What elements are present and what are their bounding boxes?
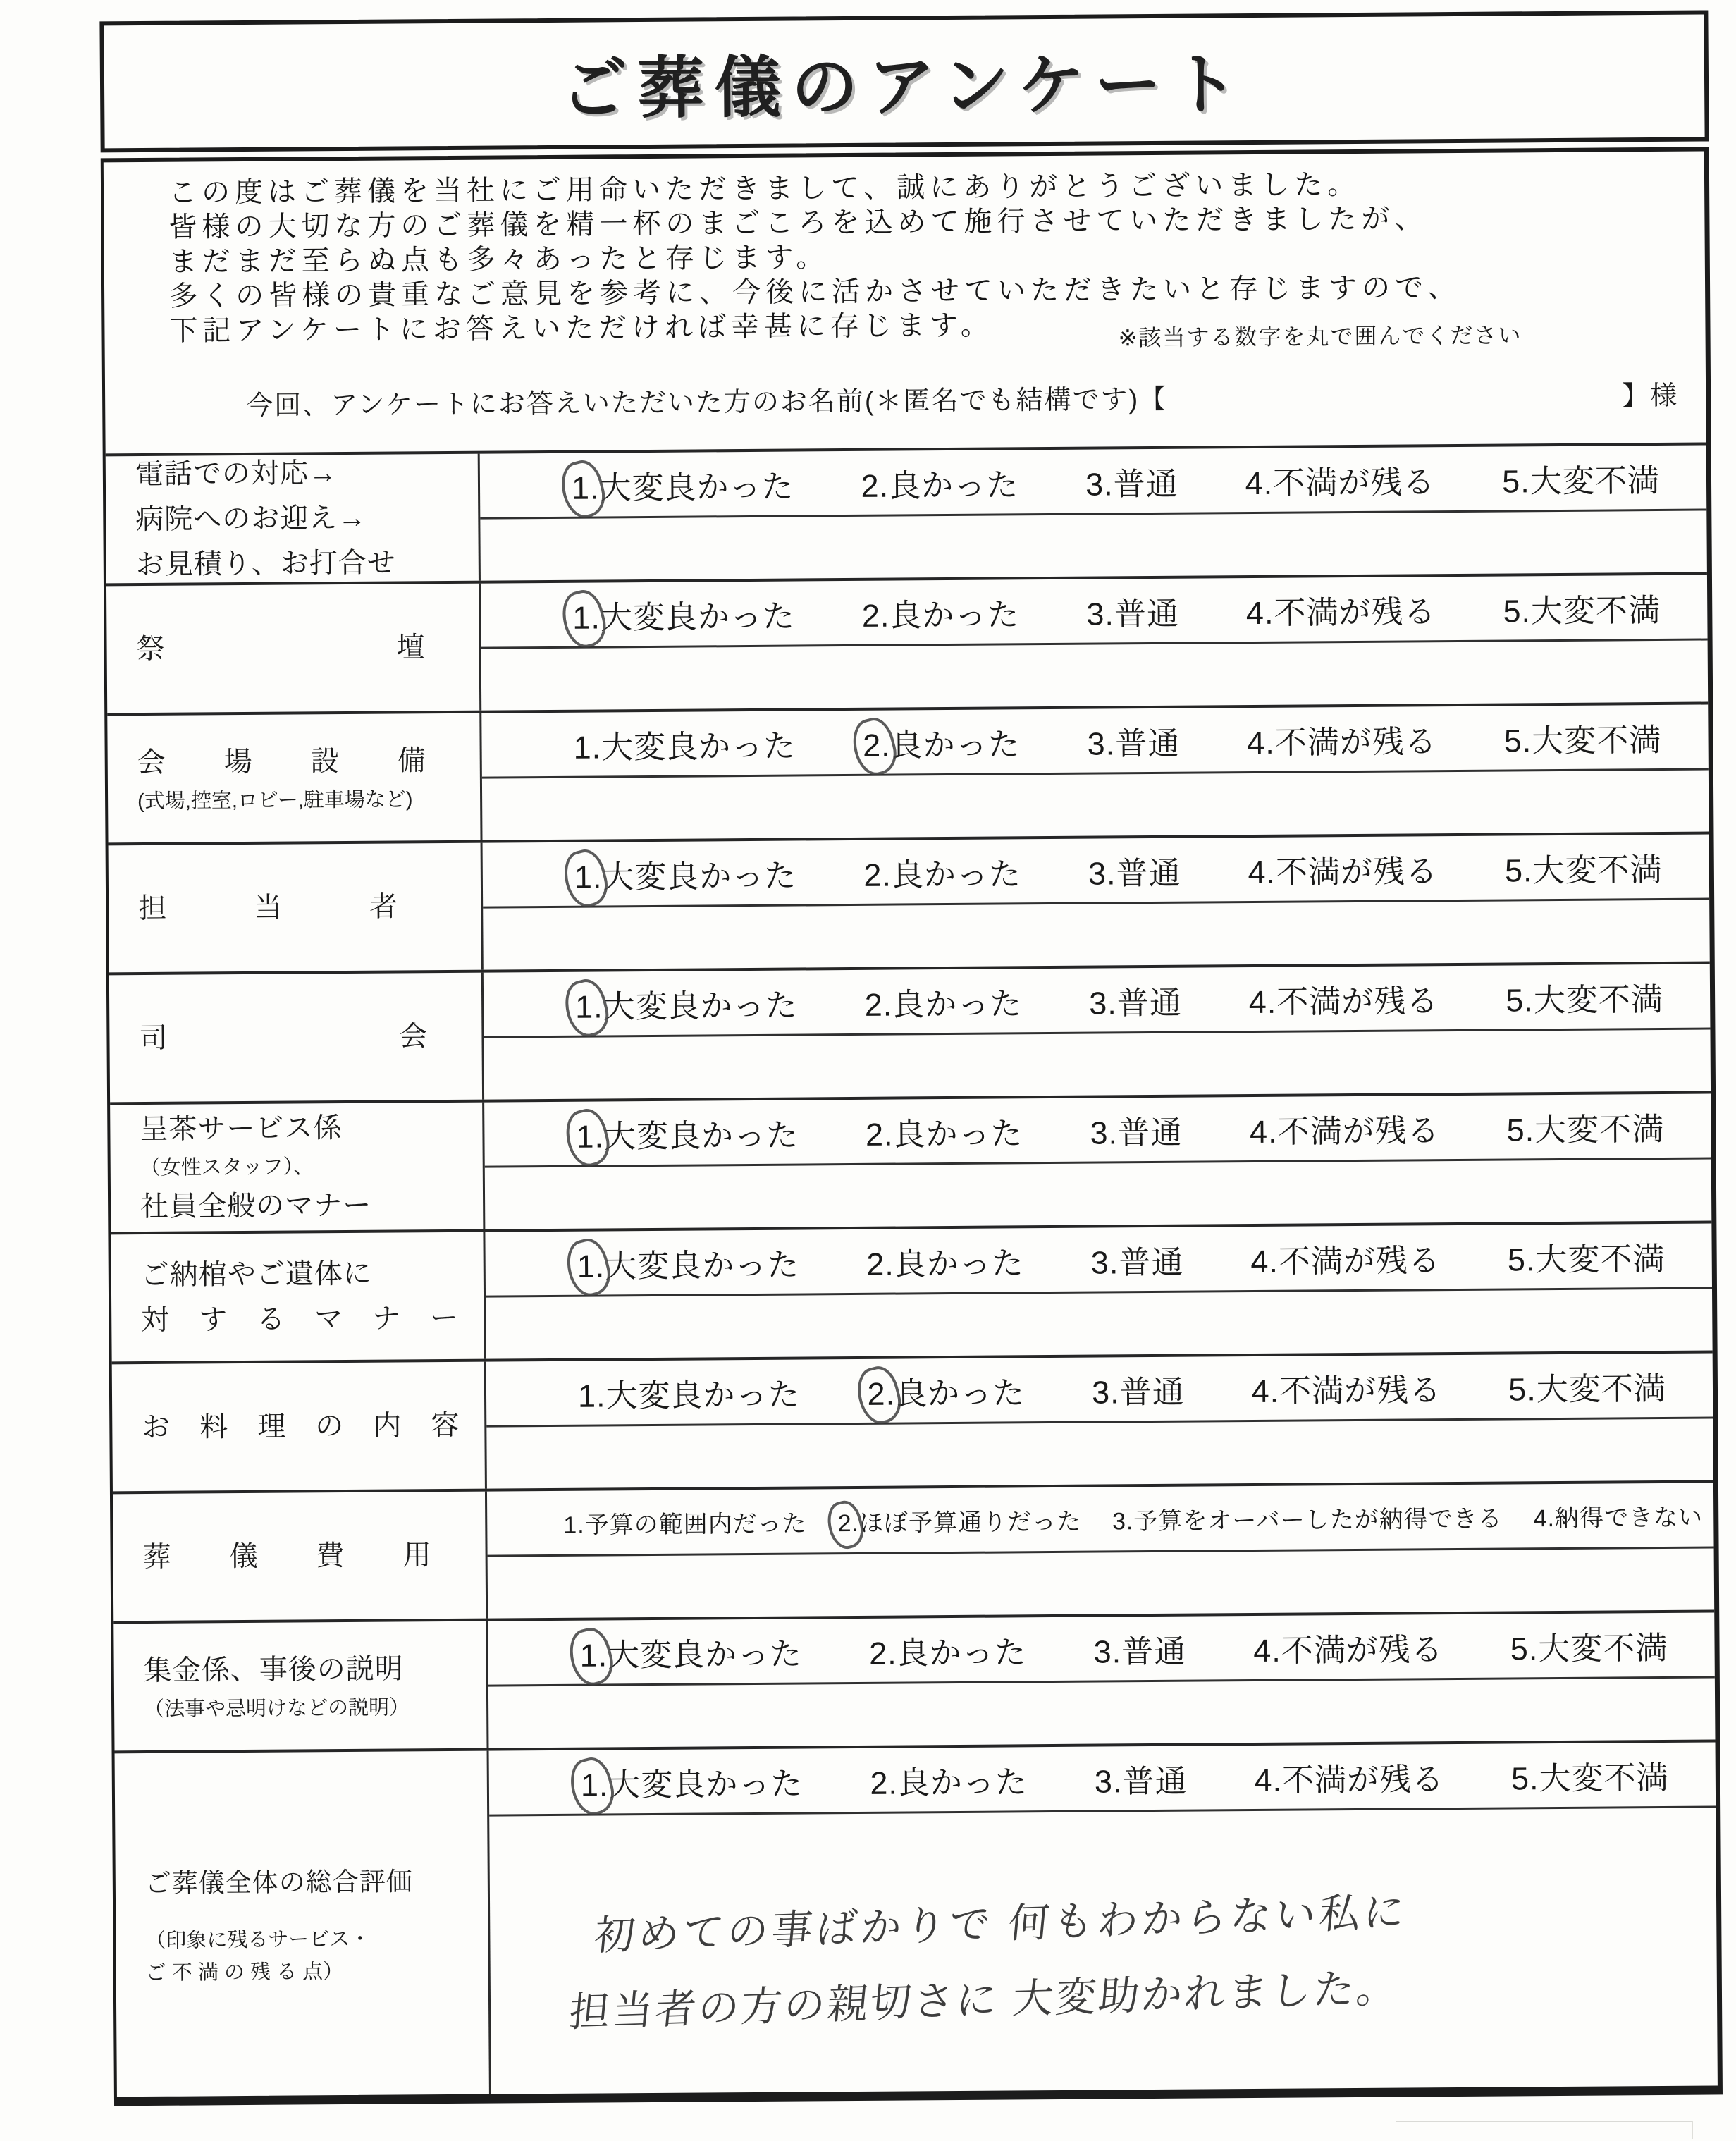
comment-space: [486, 1418, 1713, 1488]
option-number: 3.: [1094, 1762, 1123, 1800]
rating-option: [837, 1502, 1081, 1538]
option-label: 普通: [1119, 1373, 1185, 1410]
row-response-area: [484, 964, 1711, 1099]
row-label: [115, 1751, 491, 2097]
option-label: 大変良かった: [600, 598, 796, 635]
option-number: 5.: [1508, 1370, 1537, 1407]
option-number: 4.: [1254, 1762, 1283, 1798]
row-label: [107, 713, 482, 843]
row-label-line: ご葬儀全体の総合評価: [144, 1866, 413, 1898]
option-number: 5.: [1510, 1630, 1539, 1667]
rating-option: [581, 1757, 804, 1805]
option-number: 2.: [861, 597, 890, 634]
rating-option: [861, 459, 1018, 506]
row-response-area: [481, 575, 1708, 711]
rating-option: [576, 1109, 799, 1156]
option-number: 2.: [837, 1509, 860, 1537]
rating-options: [481, 575, 1708, 649]
rating-options: [484, 964, 1711, 1038]
option-label: 大変不満: [1536, 1370, 1666, 1407]
option-label: 予算をオーバーしたが納得できる: [1133, 1505, 1503, 1535]
rating-option: [867, 1367, 1025, 1414]
rating-option: [1506, 1103, 1664, 1150]
name-suffix: 】様: [1621, 381, 1679, 412]
row-label: [111, 1232, 486, 1362]
option-number: 2.: [863, 857, 892, 893]
survey-row-staff: [109, 831, 1710, 972]
option-number: 5.: [1504, 852, 1533, 889]
rating-option: [1249, 975, 1439, 1022]
rating-options: [481, 704, 1709, 778]
row-label-line: 司 会: [139, 1021, 429, 1055]
option-number: 3.: [1085, 465, 1114, 503]
rating-option: [573, 720, 796, 767]
option-label: 大変不満: [1532, 851, 1663, 888]
title-box: [99, 10, 1709, 152]
comment-space: [488, 1548, 1715, 1618]
rating-option: [866, 1108, 1023, 1155]
page-title: ご葬儀のアンケート: [560, 47, 1249, 127]
rating-options: [484, 1093, 1711, 1167]
option-number: 4.: [1533, 1504, 1556, 1532]
option-number: 2.: [861, 467, 889, 504]
option-number: 4.: [1248, 983, 1277, 1020]
comment-space: [480, 511, 1707, 581]
row-label-line: 担 当 者: [138, 891, 399, 925]
option-label: 不満が残る: [1272, 463, 1436, 501]
row-response-area: [489, 1742, 1718, 2094]
option-number: 4.: [1249, 1113, 1278, 1150]
row-response-area: [484, 1093, 1711, 1229]
option-label: 普通: [1116, 984, 1182, 1021]
survey-row-collection: [113, 1609, 1715, 1750]
option-label: 良かった: [894, 1374, 1026, 1412]
rating-option: [862, 589, 1020, 636]
comment-space: [483, 900, 1710, 969]
row-label-line: お見積り、お打合せ: [135, 547, 396, 581]
option-label: 大変良かった: [603, 987, 798, 1024]
rating-option: [1250, 1234, 1441, 1282]
option-label: 良かった: [897, 1763, 1028, 1801]
row-label: [113, 1492, 488, 1621]
option-label: 普通: [1116, 854, 1181, 891]
row-label-line: ご納棺やご遺体に: [140, 1258, 372, 1292]
rating-option: [572, 590, 795, 637]
row-label-line: 葬 儀 費 用: [142, 1540, 432, 1573]
survey-row-phone: [106, 443, 1707, 584]
row-label-subline: ご 不 満 の 残 る 点）: [145, 1960, 344, 1984]
intro-line: 皆様の大切な方のご葬儀を精一杯のまごころを込めて施行させていただきましたが、: [168, 203, 1428, 243]
option-label: 大変不満: [1534, 1110, 1665, 1148]
scan-artifact: [1396, 2121, 1693, 2139]
row-response-area: [486, 1353, 1713, 1488]
option-number: 1.: [580, 1766, 609, 1803]
option-number: 4.: [1245, 594, 1274, 631]
option-label: 大変良かった: [607, 1636, 803, 1673]
option-label: 不満が残る: [1276, 982, 1439, 1020]
row-response-area: [483, 834, 1710, 969]
option-number: 3.: [1086, 595, 1115, 632]
option-number: 3.: [1087, 725, 1116, 762]
option-label: 大変良かった: [603, 1117, 799, 1154]
option-number: 1.: [577, 1377, 606, 1414]
row-label-line: 会 場 設 備: [137, 745, 426, 779]
option-number: 1.: [573, 728, 602, 766]
rating-option: [869, 1626, 1027, 1674]
rating-option: [870, 1756, 1028, 1803]
rating-option: [1253, 1624, 1443, 1671]
row-label: [113, 1621, 488, 1751]
rating-option: [1502, 454, 1660, 501]
row-label: [109, 973, 484, 1103]
option-number: 4.: [1251, 1373, 1280, 1409]
rating-option: [575, 979, 798, 1026]
comment-space: [484, 1029, 1711, 1099]
option-number: 2.: [865, 1116, 894, 1153]
row-label-subline: （法事や忌明けなどの説明）: [144, 1696, 410, 1722]
intro-line: 下記アンケートにお答えいただければ幸甚に存じます。: [169, 309, 994, 347]
option-label: 良かった: [891, 855, 1022, 893]
option-number: 2.: [862, 727, 891, 763]
rating-option: [563, 1504, 807, 1540]
row-label-line: 集金係、事後の説明: [143, 1653, 404, 1687]
rating-option: [1508, 1232, 1666, 1280]
option-number: 3.: [1090, 1244, 1119, 1281]
option-label: ほぼ予算通りだった: [858, 1508, 1082, 1537]
option-number: 1.: [571, 469, 600, 506]
option-number: 4.: [1245, 465, 1274, 501]
rating-option: [1092, 1366, 1185, 1412]
comment-space: [488, 1678, 1716, 1748]
option-number: 3.: [1091, 1373, 1120, 1411]
option-number: 5.: [1506, 981, 1534, 1019]
rating-options: [485, 1223, 1712, 1297]
option-label: 不満が残る: [1281, 1631, 1443, 1669]
rating-option: [1250, 1105, 1440, 1152]
row-response-area: [488, 1612, 1715, 1748]
option-label: 良かった: [893, 1115, 1023, 1153]
rating-option: [863, 848, 1021, 895]
intro-line: この度はご葬儀を当社にご用命いただきまして、誠にありがとうございました。: [168, 168, 1361, 209]
option-number: 1.: [574, 988, 603, 1025]
option-label: 納得できない: [1554, 1504, 1704, 1532]
row-label-line: 祭 壇: [136, 632, 426, 665]
option-number: 4.: [1250, 1243, 1279, 1280]
option-label: 普通: [1121, 1633, 1187, 1669]
name-prompt: 今回、アンケートにお答えいただいた方のお名前(＊匿名でも結構です)【: [246, 384, 1168, 421]
option-number: 2.: [866, 1246, 894, 1282]
option-label: 普通: [1119, 1244, 1184, 1280]
intro-line: 多くの皆様の貴重なご意見を参考に、今後に活かさせていただきたいと存じますので、: [168, 271, 1461, 312]
rating-option: [866, 1237, 1024, 1284]
rating-options: [480, 446, 1707, 520]
survey-row-tea-service: [110, 1091, 1711, 1232]
rating-option: [1089, 976, 1182, 1023]
survey-row-mc: [109, 961, 1711, 1102]
rating-option: [1088, 847, 1181, 893]
option-label: 大変良かった: [605, 1246, 800, 1284]
rating-option: [579, 1628, 802, 1675]
rating-option: [572, 460, 794, 508]
row-label-subline: （印象に残るサービス・: [145, 1927, 371, 1952]
rating-option: [1510, 1621, 1668, 1669]
row-response-area: [487, 1483, 1714, 1618]
option-number: 2.: [870, 1765, 899, 1801]
row-label: [110, 1103, 485, 1232]
option-number: 2.: [864, 986, 893, 1023]
option-number: 1.: [574, 858, 603, 895]
option-number: 3.: [1090, 1114, 1119, 1151]
row-label-line: 呈茶サービス係: [140, 1112, 343, 1146]
option-label: 不満が残る: [1281, 1760, 1445, 1798]
rating-option: [1095, 1755, 1188, 1801]
option-number: 5.: [1503, 592, 1532, 630]
row-label-line: 電話での対応→: [135, 458, 338, 491]
rating-option: [1085, 458, 1178, 504]
intro-line: まだまだ至らぬ点も多々あったと存じます。: [168, 242, 830, 278]
rating-options: [483, 834, 1710, 908]
option-number: 3.: [1112, 1507, 1134, 1535]
row-label-line: 社員全般のマナー: [140, 1189, 372, 1223]
option-label: 良かった: [889, 596, 1020, 634]
option-number: 2.: [868, 1635, 897, 1671]
survey-body-box: [101, 147, 1723, 2106]
row-label-line: お 料 理 の 内 容: [142, 1409, 460, 1444]
row-label: [112, 1362, 487, 1492]
comment-space: [481, 640, 1709, 710]
option-label: 予算の範囲内だった: [584, 1509, 807, 1539]
rating-option: [577, 1239, 799, 1286]
comment-space: [489, 1808, 1718, 2094]
option-number: 5.: [1507, 1241, 1536, 1278]
row-label-subline: (式場,控室,ロビー,駐車場など): [137, 788, 413, 814]
rating-option: [1248, 845, 1438, 892]
option-label: 普通: [1115, 725, 1181, 761]
option-number: 1.: [576, 1117, 605, 1155]
option-number: 1.: [563, 1511, 585, 1539]
option-label: 大変不満: [1533, 981, 1664, 1018]
row-response-area: [480, 446, 1707, 581]
option-label: 普通: [1114, 595, 1180, 632]
option-label: 大変良かった: [608, 1765, 804, 1803]
option-label: 良かった: [892, 985, 1023, 1023]
rating-option: [1503, 713, 1661, 761]
rating-options: [487, 1483, 1714, 1557]
rating-option: [1505, 843, 1663, 890]
handwritten-comment-line: 初めての事ばかりで 何もわからない私に: [591, 1889, 1410, 1959]
option-label: 大変良かった: [599, 468, 794, 505]
rating-option: [574, 849, 797, 897]
rating-option: [1091, 1236, 1184, 1282]
option-label: 不満が残る: [1279, 1371, 1442, 1409]
option-number: 5.: [1502, 462, 1530, 500]
rating-option: [1090, 1106, 1183, 1153]
survey-row-casketing: [111, 1220, 1712, 1361]
survey-row-venue: [107, 701, 1709, 842]
option-number: 3.: [1089, 984, 1117, 1022]
rating-option: [1533, 1497, 1703, 1533]
rating-option: [1251, 1364, 1441, 1411]
row-label: [106, 454, 481, 584]
rating-options: [488, 1612, 1715, 1686]
survey-row-food: [112, 1350, 1713, 1491]
option-label: 普通: [1122, 1762, 1188, 1799]
comment-space: [486, 1289, 1713, 1358]
option-number: 1.: [577, 1247, 605, 1284]
option-label: 大変不満: [1530, 591, 1661, 629]
survey-row-overall: [115, 1739, 1718, 2097]
row-response-area: [485, 1223, 1712, 1358]
option-number: 3.: [1088, 854, 1116, 892]
rating-option: [1254, 1753, 1444, 1800]
option-label: 不満が残る: [1274, 723, 1437, 761]
option-label: 不満が残る: [1277, 1112, 1440, 1150]
row-label-subline: （女性スタッフ）、: [140, 1155, 314, 1180]
rating-option: [1093, 1625, 1186, 1671]
option-label: 普通: [1117, 1114, 1183, 1151]
rating-option: [1503, 584, 1661, 631]
rating-option: [1506, 973, 1663, 1020]
rating-options: [489, 1742, 1716, 1816]
survey-row-altar: [106, 572, 1708, 713]
rating-option: [864, 978, 1022, 1025]
option-label: 良かった: [894, 1244, 1024, 1282]
option-number: 4.: [1248, 854, 1276, 890]
option-number: 5.: [1506, 1111, 1535, 1148]
rating-option: [1508, 1362, 1666, 1409]
option-number: 1.: [579, 1636, 608, 1674]
option-label: 大変不満: [1539, 1759, 1669, 1796]
option-label: 不満が残る: [1275, 852, 1439, 890]
row-response-area: [481, 704, 1709, 840]
comment-space: [482, 770, 1709, 840]
row-label-line: 病院へのお迎え→: [135, 502, 367, 536]
comment-space: [485, 1159, 1712, 1229]
option-label: 大変不満: [1535, 1240, 1666, 1277]
rating-option: [578, 1368, 801, 1416]
row-label: [106, 584, 481, 713]
rating-option: [1087, 717, 1180, 763]
rating-option: [1245, 456, 1435, 503]
option-label: 大変不満: [1538, 1629, 1668, 1667]
option-label: 大変不満: [1529, 462, 1660, 499]
option-label: 良かった: [897, 1633, 1027, 1671]
rating-option: [863, 718, 1021, 766]
survey-table: [106, 443, 1718, 2097]
option-number: 4.: [1247, 724, 1275, 761]
option-label: 良かった: [888, 466, 1019, 504]
option-number: 4.: [1253, 1632, 1281, 1669]
option-number: 1.: [572, 599, 601, 636]
rating-option: [1511, 1751, 1669, 1798]
row-label: [109, 843, 484, 973]
handwritten-comment-line: 担当者の方の親切さに 大変助かれました。: [567, 1965, 1402, 2036]
survey-row-cost: [113, 1480, 1714, 1621]
option-label: 不満が残る: [1278, 1241, 1441, 1280]
option-number: 3.: [1093, 1633, 1122, 1670]
option-number: 5.: [1510, 1760, 1539, 1796]
option-label: 普通: [1113, 465, 1178, 502]
option-label: 大変不満: [1532, 721, 1662, 759]
rating-options: [486, 1353, 1713, 1427]
circle-instruction-note: ※該当する数字を丸で囲んでください: [1118, 322, 1522, 351]
rating-option: [1086, 587, 1179, 634]
rating-option: [1246, 586, 1436, 633]
option-label: 大変良かった: [605, 1376, 801, 1413]
option-label: 不満が残る: [1274, 593, 1436, 631]
row-label-line: 対 す る マ ナ ー: [141, 1302, 460, 1337]
option-label: 大変良かった: [601, 728, 796, 765]
option-number: 5.: [1503, 722, 1532, 759]
option-label: 良かった: [890, 725, 1021, 763]
respondent-name-line: [246, 374, 1678, 422]
rating-option: [1112, 1499, 1503, 1536]
option-number: 2.: [867, 1375, 896, 1412]
option-label: 大変良かった: [602, 857, 797, 895]
rating-option: [1247, 716, 1437, 763]
